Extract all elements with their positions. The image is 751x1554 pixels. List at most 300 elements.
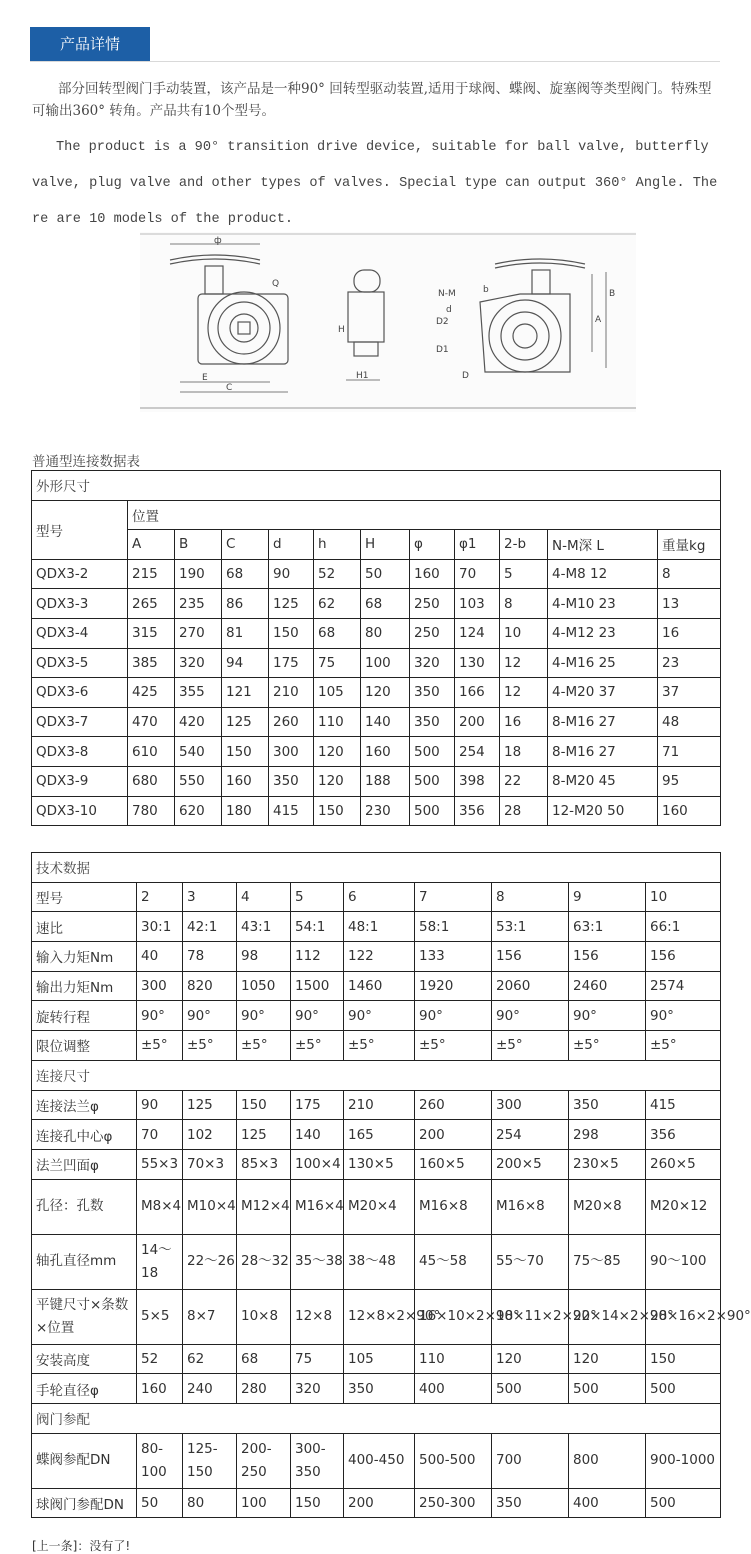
table-cell: 4-M16 25 bbox=[548, 648, 658, 678]
table-cell: 121 bbox=[222, 678, 269, 708]
label-H: H bbox=[338, 325, 345, 335]
table-cell: 150 bbox=[222, 737, 269, 767]
table-cell: 37 bbox=[658, 678, 721, 708]
table-cell: 780 bbox=[128, 796, 175, 826]
table-cell: 230 bbox=[361, 796, 410, 826]
table-cell: 260 bbox=[415, 1090, 492, 1120]
table-cell: 90° bbox=[569, 1001, 646, 1031]
table-cell: 98 bbox=[237, 942, 291, 972]
table-cell: 16 bbox=[658, 618, 721, 648]
model-cell: QDX3-5 bbox=[32, 648, 128, 678]
row-label: 平键尺寸×条数×位置 bbox=[32, 1289, 137, 1344]
table-cell: 110 bbox=[415, 1344, 492, 1374]
table-cell: 350 bbox=[569, 1090, 646, 1120]
table-cell: 81 bbox=[222, 618, 269, 648]
table-cell: 300-350 bbox=[291, 1433, 344, 1488]
table-cell: 1920 bbox=[415, 971, 492, 1001]
table-cell: 8-M20 45 bbox=[548, 766, 658, 796]
table1-section-row bbox=[32, 471, 721, 501]
table-cell: 45～58 bbox=[415, 1234, 492, 1289]
table-cell: 610 bbox=[128, 737, 175, 767]
table-cell: 254 bbox=[492, 1120, 569, 1150]
table-cell: 400-450 bbox=[344, 1433, 415, 1488]
table-cell: ±5° bbox=[569, 1031, 646, 1061]
table-cell: 300 bbox=[492, 1090, 569, 1120]
table-cell: 4-M10 23 bbox=[548, 589, 658, 619]
table-cell: 43:1 bbox=[237, 912, 291, 942]
table-cell: 200 bbox=[455, 707, 500, 737]
table-cell: 500 bbox=[410, 796, 455, 826]
label-H1: H1 bbox=[356, 371, 369, 381]
table-cell: 75～85 bbox=[569, 1234, 646, 1289]
table-cell: 300 bbox=[137, 971, 183, 1001]
row-label: 旋转行程 bbox=[32, 1001, 137, 1031]
table-cell: ±5° bbox=[492, 1031, 569, 1061]
table-cell: 9 bbox=[569, 882, 646, 912]
table-cell: 125 bbox=[183, 1090, 237, 1120]
table-cell: 180 bbox=[222, 796, 269, 826]
table-cell: 400 bbox=[415, 1374, 492, 1404]
table-cell: M20×12 bbox=[646, 1179, 721, 1234]
table-cell: 500 bbox=[410, 766, 455, 796]
table-cell: M8×4 bbox=[137, 1179, 183, 1234]
table-cell: 8 bbox=[492, 882, 569, 912]
table-cell: M12×4 bbox=[237, 1179, 291, 1234]
table-cell: 250 bbox=[410, 618, 455, 648]
table-cell: 150 bbox=[646, 1344, 721, 1374]
table-cell: 500 bbox=[410, 737, 455, 767]
table-cell: 80 bbox=[183, 1488, 237, 1518]
table-cell: 90° bbox=[415, 1001, 492, 1031]
row-label: 速比 bbox=[32, 912, 137, 942]
row-label: 法兰凹面φ bbox=[32, 1149, 137, 1179]
table-cell: 53:1 bbox=[492, 912, 569, 942]
row-label: 孔径：孔数 bbox=[32, 1179, 137, 1234]
table-cell: 200×5 bbox=[492, 1149, 569, 1179]
table-cell: 85×3 bbox=[237, 1149, 291, 1179]
table-cell: 540 bbox=[175, 737, 222, 767]
table-cell: 68 bbox=[314, 618, 361, 648]
table-cell: 80 bbox=[361, 618, 410, 648]
table-cell: 120 bbox=[492, 1344, 569, 1374]
table-cell: 48 bbox=[658, 707, 721, 737]
column-header: C bbox=[222, 530, 269, 560]
table-cell: 12×8×2×90° bbox=[344, 1289, 415, 1344]
table-cell: 28 bbox=[500, 796, 548, 826]
table-cell: 3 bbox=[183, 882, 237, 912]
table-cell: ±5° bbox=[183, 1031, 237, 1061]
label-b: b bbox=[483, 285, 489, 295]
column-header: B bbox=[175, 530, 222, 560]
table-cell: 175 bbox=[269, 648, 314, 678]
model-cell: QDX3-7 bbox=[32, 707, 128, 737]
row-label: 输入力矩Nm bbox=[32, 942, 137, 972]
table-cell: 124 bbox=[455, 618, 500, 648]
table-cell: 235 bbox=[175, 589, 222, 619]
model-cell: QDX3-3 bbox=[32, 589, 128, 619]
table-row bbox=[32, 912, 721, 942]
table-cell: 120 bbox=[314, 737, 361, 767]
table-cell: 356 bbox=[455, 796, 500, 826]
table-cell: 55～70 bbox=[492, 1234, 569, 1289]
table-cell: 12-M20 50 bbox=[548, 796, 658, 826]
column-header: 2-b bbox=[500, 530, 548, 560]
table-cell: 125 bbox=[222, 707, 269, 737]
table-row bbox=[32, 1031, 721, 1061]
table-cell: 70 bbox=[455, 559, 500, 589]
table-cell: 156 bbox=[569, 942, 646, 972]
table-cell: 1460 bbox=[344, 971, 415, 1001]
table-cell: 166 bbox=[455, 678, 500, 708]
table-cell: 260 bbox=[269, 707, 314, 737]
table-cell: 2 bbox=[137, 882, 183, 912]
table-cell: 23 bbox=[658, 648, 721, 678]
row-label: 连接法兰φ bbox=[32, 1090, 137, 1120]
table-cell: 62 bbox=[183, 1344, 237, 1374]
table-cell: ±5° bbox=[137, 1031, 183, 1061]
table-cell: 500 bbox=[492, 1374, 569, 1404]
table-cell: 188 bbox=[361, 766, 410, 796]
label-D1: D1 bbox=[436, 345, 449, 355]
table-cell: 270 bbox=[175, 618, 222, 648]
table-cell: 355 bbox=[175, 678, 222, 708]
table-cell: 680 bbox=[128, 766, 175, 796]
table-row bbox=[32, 796, 721, 826]
table-cell: ±5° bbox=[291, 1031, 344, 1061]
section-valve-matching: 阀门参配 bbox=[32, 1403, 721, 1433]
table-row bbox=[32, 589, 721, 619]
table-cell: ±5° bbox=[344, 1031, 415, 1061]
table-cell: 16 bbox=[500, 707, 548, 737]
table-cell: 315 bbox=[128, 618, 175, 648]
table-cell: 160 bbox=[410, 559, 455, 589]
table-cell: 160 bbox=[222, 766, 269, 796]
table-cell: 160 bbox=[361, 737, 410, 767]
model-cell: QDX3-6 bbox=[32, 678, 128, 708]
table-cell: 200 bbox=[415, 1120, 492, 1150]
table-row bbox=[32, 1289, 721, 1344]
table-cell: 700 bbox=[492, 1433, 569, 1488]
label-E: E bbox=[202, 373, 208, 383]
table-cell: 10×8 bbox=[237, 1289, 291, 1344]
table-cell: 50 bbox=[361, 559, 410, 589]
table-cell: 66:1 bbox=[646, 912, 721, 942]
table-cell: 2060 bbox=[492, 971, 569, 1001]
table-cell: 90° bbox=[137, 1001, 183, 1031]
table-cell: 320 bbox=[410, 648, 455, 678]
table-cell: 210 bbox=[269, 678, 314, 708]
table-cell: 150 bbox=[291, 1488, 344, 1518]
table-cell: 125 bbox=[269, 589, 314, 619]
table-cell: M16×4 bbox=[291, 1179, 344, 1234]
table-cell: 12 bbox=[500, 648, 548, 678]
table-cell: 150 bbox=[269, 618, 314, 648]
table-cell: 68 bbox=[222, 559, 269, 589]
table-cell: 350 bbox=[269, 766, 314, 796]
table-cell: 5 bbox=[500, 559, 548, 589]
table-cell: 16×10×2×90° bbox=[415, 1289, 492, 1344]
table-cell: 8 bbox=[658, 559, 721, 589]
table-cell: 8-M16 27 bbox=[548, 707, 658, 737]
table-cell: 415 bbox=[269, 796, 314, 826]
table-cell: 160×5 bbox=[415, 1149, 492, 1179]
table-cell: 100×4 bbox=[291, 1149, 344, 1179]
table-cell: 4-M12 23 bbox=[548, 618, 658, 648]
table-cell: M16×8 bbox=[415, 1179, 492, 1234]
table-cell: 75 bbox=[314, 648, 361, 678]
table1-header-row-1 bbox=[32, 500, 721, 530]
table-row bbox=[32, 766, 721, 796]
table-cell: 54:1 bbox=[291, 912, 344, 942]
table-cell: 550 bbox=[175, 766, 222, 796]
table-cell: M20×8 bbox=[569, 1179, 646, 1234]
table1-header-row-2 bbox=[32, 530, 721, 560]
detail-tab-bar bbox=[30, 27, 720, 62]
table-cell: 40 bbox=[137, 942, 183, 972]
table-row bbox=[32, 618, 721, 648]
table-cell: ±5° bbox=[237, 1031, 291, 1061]
table-row bbox=[32, 882, 721, 912]
table-cell: 425 bbox=[128, 678, 175, 708]
table-cell: 165 bbox=[344, 1120, 415, 1150]
table-cell: 140 bbox=[361, 707, 410, 737]
table-cell: 90° bbox=[646, 1001, 721, 1031]
table-row bbox=[32, 678, 721, 708]
table-cell: 58:1 bbox=[415, 912, 492, 942]
table-cell: 22×14×2×90° bbox=[569, 1289, 646, 1344]
table-cell: 398 bbox=[455, 766, 500, 796]
table-cell: 94 bbox=[222, 648, 269, 678]
table-cell: 50 bbox=[137, 1488, 183, 1518]
table-cell: 68 bbox=[361, 589, 410, 619]
table-cell: 356 bbox=[646, 1120, 721, 1150]
model-header: 型号 bbox=[32, 500, 128, 559]
table-row bbox=[32, 1120, 721, 1150]
table-cell: 68 bbox=[237, 1344, 291, 1374]
table-cell: 160 bbox=[658, 796, 721, 826]
table-cell: 620 bbox=[175, 796, 222, 826]
table-cell: 90° bbox=[183, 1001, 237, 1031]
table-cell: 8×7 bbox=[183, 1289, 237, 1344]
table-cell: 500-500 bbox=[415, 1433, 492, 1488]
row-label: 连接孔中心φ bbox=[32, 1120, 137, 1150]
table-cell: 156 bbox=[646, 942, 721, 972]
label-A: A bbox=[595, 315, 602, 325]
table-cell: 150 bbox=[237, 1090, 291, 1120]
table-cell: 8 bbox=[500, 589, 548, 619]
table-row bbox=[32, 737, 721, 767]
model-cell: QDX3-2 bbox=[32, 559, 128, 589]
table-row bbox=[32, 1488, 721, 1518]
table-cell: 260×5 bbox=[646, 1149, 721, 1179]
table-cell: 280 bbox=[237, 1374, 291, 1404]
table-cell: 78 bbox=[183, 942, 237, 972]
table-cell: 28×16×2×90° bbox=[646, 1289, 721, 1344]
table-cell: 70×3 bbox=[183, 1149, 237, 1179]
row-label: 轴孔直径mm bbox=[32, 1234, 137, 1289]
table-cell: 22 bbox=[500, 766, 548, 796]
section-technical-data: 技术数据 bbox=[32, 853, 721, 883]
table-row bbox=[32, 1149, 721, 1179]
table-cell: 120 bbox=[361, 678, 410, 708]
table-cell: 102 bbox=[183, 1120, 237, 1150]
table-row bbox=[32, 1344, 721, 1374]
table-cell: 48:1 bbox=[344, 912, 415, 942]
table-cell: 90 bbox=[269, 559, 314, 589]
table-cell: 100 bbox=[237, 1488, 291, 1518]
table-cell: 140 bbox=[291, 1120, 344, 1150]
row-label: 限位调整 bbox=[32, 1031, 137, 1061]
table-cell: 900-1000 bbox=[646, 1433, 721, 1488]
table-cell: 42:1 bbox=[183, 912, 237, 942]
table-cell: 500 bbox=[646, 1374, 721, 1404]
table-cell: 254 bbox=[455, 737, 500, 767]
tab-product-details[interactable]: 产品详情 bbox=[30, 27, 150, 61]
label-D2: D2 bbox=[436, 317, 449, 327]
model-cell: QDX3-10 bbox=[32, 796, 128, 826]
column-header: φ bbox=[410, 530, 455, 560]
table-cell: 13 bbox=[658, 589, 721, 619]
table-row bbox=[32, 559, 721, 589]
section-outline-dimensions: 外形尺寸 bbox=[32, 471, 721, 501]
table-cell: 4 bbox=[237, 882, 291, 912]
row-label: 手轮直径φ bbox=[32, 1374, 137, 1404]
model-cell: QDX3-9 bbox=[32, 766, 128, 796]
prev-article-link[interactable]: [上一条]：没有了! bbox=[32, 1539, 131, 1553]
table-cell: 130×5 bbox=[344, 1149, 415, 1179]
label-C: C bbox=[226, 383, 233, 393]
table-cell: 4-M20 37 bbox=[548, 678, 658, 708]
dimension-drawing bbox=[140, 232, 636, 412]
table-cell: 90 bbox=[137, 1090, 183, 1120]
section-row bbox=[32, 1060, 721, 1090]
table-cell: 190 bbox=[175, 559, 222, 589]
table-cell: 8-M16 27 bbox=[548, 737, 658, 767]
table-cell: 12×8 bbox=[291, 1289, 344, 1344]
table-cell: 122 bbox=[344, 942, 415, 972]
table-row bbox=[32, 1433, 721, 1488]
table-cell: 90° bbox=[492, 1001, 569, 1031]
table-cell: 35～38 bbox=[291, 1234, 344, 1289]
table-cell: 120 bbox=[569, 1344, 646, 1374]
table-cell: 130 bbox=[455, 648, 500, 678]
table-cell: 12 bbox=[500, 678, 548, 708]
table-cell: 470 bbox=[128, 707, 175, 737]
table-cell: 320 bbox=[175, 648, 222, 678]
table-cell: 125-150 bbox=[183, 1433, 237, 1488]
label-phi: ф bbox=[214, 236, 222, 246]
table-cell: 350 bbox=[410, 678, 455, 708]
table-cell: ±5° bbox=[646, 1031, 721, 1061]
table-row bbox=[32, 1001, 721, 1031]
table-cell: 5 bbox=[291, 882, 344, 912]
column-header: H bbox=[361, 530, 410, 560]
table-cell: 230×5 bbox=[569, 1149, 646, 1179]
table-cell: 90° bbox=[237, 1001, 291, 1031]
table-cell: 80-100 bbox=[137, 1433, 183, 1488]
table-cell: 500 bbox=[646, 1488, 721, 1518]
table-row bbox=[32, 1090, 721, 1120]
table-cell: 175 bbox=[291, 1090, 344, 1120]
table-cell: 5×5 bbox=[137, 1289, 183, 1344]
table-cell: 90° bbox=[344, 1001, 415, 1031]
column-header: A bbox=[128, 530, 175, 560]
table-cell: 103 bbox=[455, 589, 500, 619]
table-cell: 18×11×2×90° bbox=[492, 1289, 569, 1344]
model-cell: QDX3-8 bbox=[32, 737, 128, 767]
label-Q: Q bbox=[272, 279, 280, 289]
table-cell: 400 bbox=[569, 1488, 646, 1518]
table-row bbox=[32, 1234, 721, 1289]
label-B: B bbox=[609, 289, 616, 299]
table-cell: 62 bbox=[314, 589, 361, 619]
table-cell: 240 bbox=[183, 1374, 237, 1404]
table-cell: ±5° bbox=[415, 1031, 492, 1061]
table-cell: 820 bbox=[183, 971, 237, 1001]
label-D: D bbox=[462, 371, 469, 381]
model-cell: QDX3-4 bbox=[32, 618, 128, 648]
table-row bbox=[32, 942, 721, 972]
table-cell: 350 bbox=[410, 707, 455, 737]
table-cell: 55×3 bbox=[137, 1149, 183, 1179]
table-cell: 90° bbox=[291, 1001, 344, 1031]
table-cell: 10 bbox=[500, 618, 548, 648]
table-cell: 210 bbox=[344, 1090, 415, 1120]
table-cell: 38～48 bbox=[344, 1234, 415, 1289]
table-cell: 415 bbox=[646, 1090, 721, 1120]
table-cell: 350 bbox=[344, 1374, 415, 1404]
label-NM: N-M bbox=[438, 289, 456, 299]
table-cell: 14～18 bbox=[137, 1234, 183, 1289]
section-connection-dimensions: 连接尺寸 bbox=[32, 1060, 721, 1090]
table-cell: 52 bbox=[137, 1344, 183, 1374]
table-cell: 63:1 bbox=[569, 912, 646, 942]
column-header: 重量kg bbox=[658, 530, 721, 560]
table-cell: 265 bbox=[128, 589, 175, 619]
table-cell: 150 bbox=[314, 796, 361, 826]
table-cell: 1050 bbox=[237, 971, 291, 1001]
table-cell: 100 bbox=[361, 648, 410, 678]
table-cell: 320 bbox=[291, 1374, 344, 1404]
table-cell: M20×4 bbox=[344, 1179, 415, 1234]
row-label: 球阀门参配DN bbox=[32, 1488, 137, 1518]
intro-english: The product is a 90° transition drive device, suitable for ball valve, butterfly valve, plug valve and other types of valves. Special type can output 360° Angle. There are 10 models of the product. bbox=[32, 140, 718, 227]
table-row bbox=[32, 707, 721, 737]
table-row bbox=[32, 1374, 721, 1404]
table-cell: 200-250 bbox=[237, 1433, 291, 1488]
table-cell: 105 bbox=[314, 678, 361, 708]
table-cell: 350 bbox=[492, 1488, 569, 1518]
table-cell: 4-M8 12 bbox=[548, 559, 658, 589]
table-cell: 156 bbox=[492, 942, 569, 972]
table-cell: 385 bbox=[128, 648, 175, 678]
table-cell: 22～26 bbox=[183, 1234, 237, 1289]
table1-caption: 普通型连接数据表 bbox=[32, 454, 140, 470]
row-label: 型号 bbox=[32, 882, 137, 912]
column-header: d bbox=[269, 530, 314, 560]
table-cell: 71 bbox=[658, 737, 721, 767]
table-cell: 6 bbox=[344, 882, 415, 912]
dimension-table bbox=[31, 470, 721, 826]
position-header: 位置 bbox=[128, 500, 721, 530]
row-label: 安装高度 bbox=[32, 1344, 137, 1374]
table-cell: 2460 bbox=[569, 971, 646, 1001]
column-header: φ1 bbox=[455, 530, 500, 560]
table-cell: 420 bbox=[175, 707, 222, 737]
table-cell: 30:1 bbox=[137, 912, 183, 942]
table-cell: 75 bbox=[291, 1344, 344, 1374]
table-cell: 70 bbox=[137, 1120, 183, 1150]
